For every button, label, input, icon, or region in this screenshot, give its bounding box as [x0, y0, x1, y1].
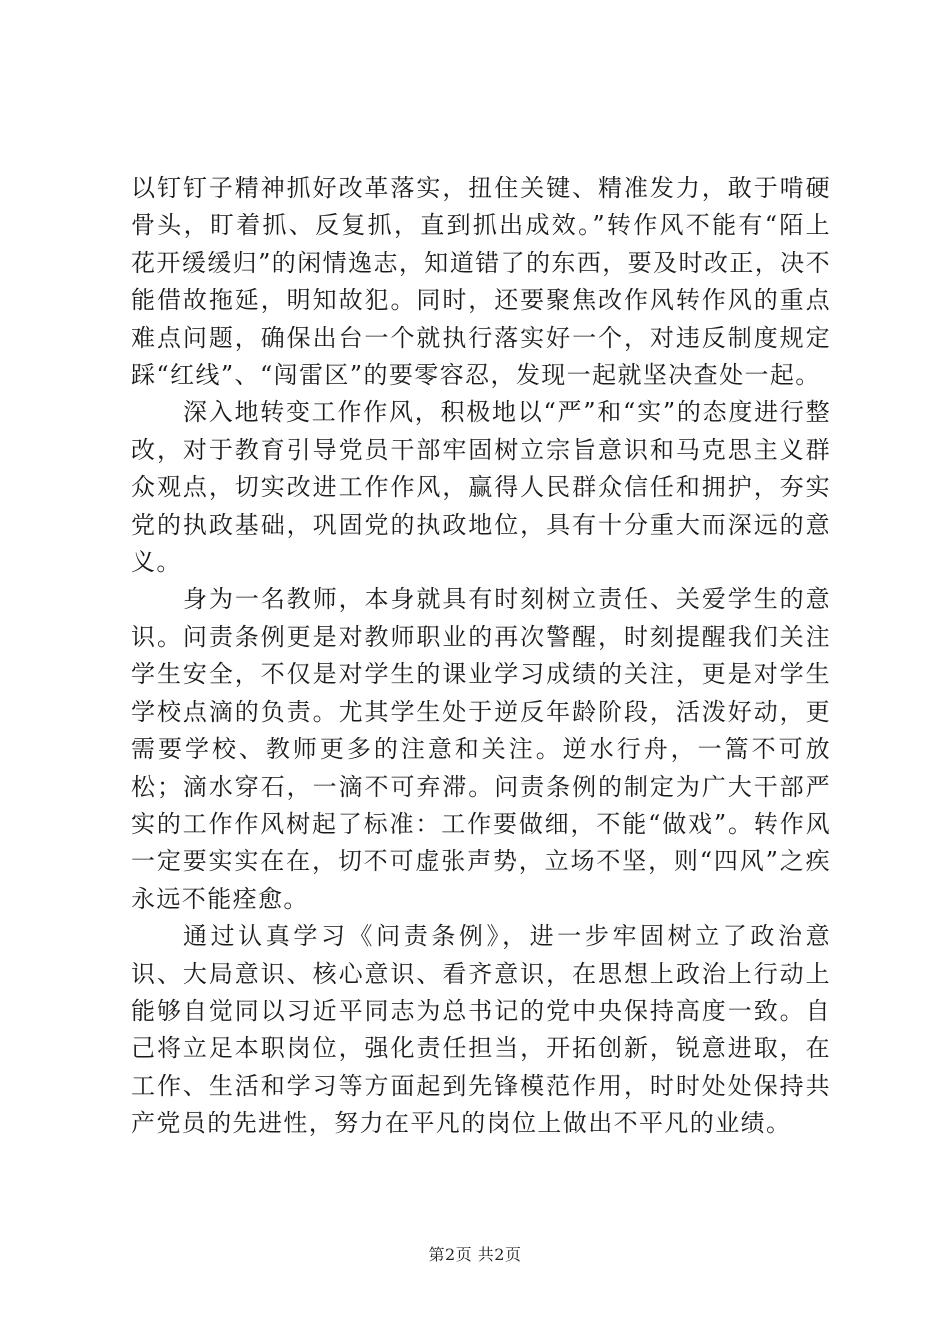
paragraph-teacher-duty: 身为一名教师，本身就具有时刻树立责任、关爱学生的意识。问责条例更是对教师职业的再次警醒，时刻提醒我们关注学生安全，不仅是对学生的课业学习成绩的关注，更是对学生学校点滴的负责。尤其学生处于逆反年龄阶段，活泼好动，更需要学校、教师更多的注意和关注。逆水行舟，一篙不可放松；滴水穿石，一滴不可弃滞。问责条例的制定为广大干部严实的工作作风树起了标准：工作要做细，不能“做戏”。转作风一定要实实在在，切不可虚张声势，立场不坚，则“四风”之疾永远不能痊愈。 [131, 585, 831, 913]
paragraph-work-style: 深入地转变工作作风，积极地以“严”和“实”的态度进行整改，对于教育引导党员干部牢固树立宗旨意识和马克思主义群众观点，切实改进工作作风，赢得人民群众信任和拥护，夯实党的执政基础，巩固党的执政地位，具有十分重大而深远的意义。 [131, 398, 831, 577]
paragraph-continuation: 以钉钉子精神抓好改革落实，扭住关键、精准发力，敢于啃硬骨头，盯着抓、反复抓，直到抓出成效。”转作风不能有“陌上花开缓缓归”的闲情逸志，知道错了的东西，要及时改正，决不能借故拖延，明知故犯。同时，还要聚焦改作风转作风的重点难点问题，确保出台一个就执行落实好一个，对违反制度规定踩“红线”、“闯雷区”的要零容忍，发现一起就坚决查处一起。 [131, 174, 831, 390]
page-number-footer: 第2页 共2页 [428, 1245, 522, 1264]
document-body [131, 170, 831, 1143]
paragraph-conclusion: 通过认真学习《问责条例》，进一步牢固树立了政治意识、大局意识、核心意识、看齐意识，在思想上政治上行动上能够自觉同以习近平同志为总书记的党中央保持高度一致。自己将立足本职岗位，强化责任担当，开拓创新，锐意进取，在工作、生活和学习等方面起到先锋模范作用，时时处处保持共产党员的先进性，努力在平凡的岗位上做出不平凡的业绩。 [131, 922, 831, 1138]
